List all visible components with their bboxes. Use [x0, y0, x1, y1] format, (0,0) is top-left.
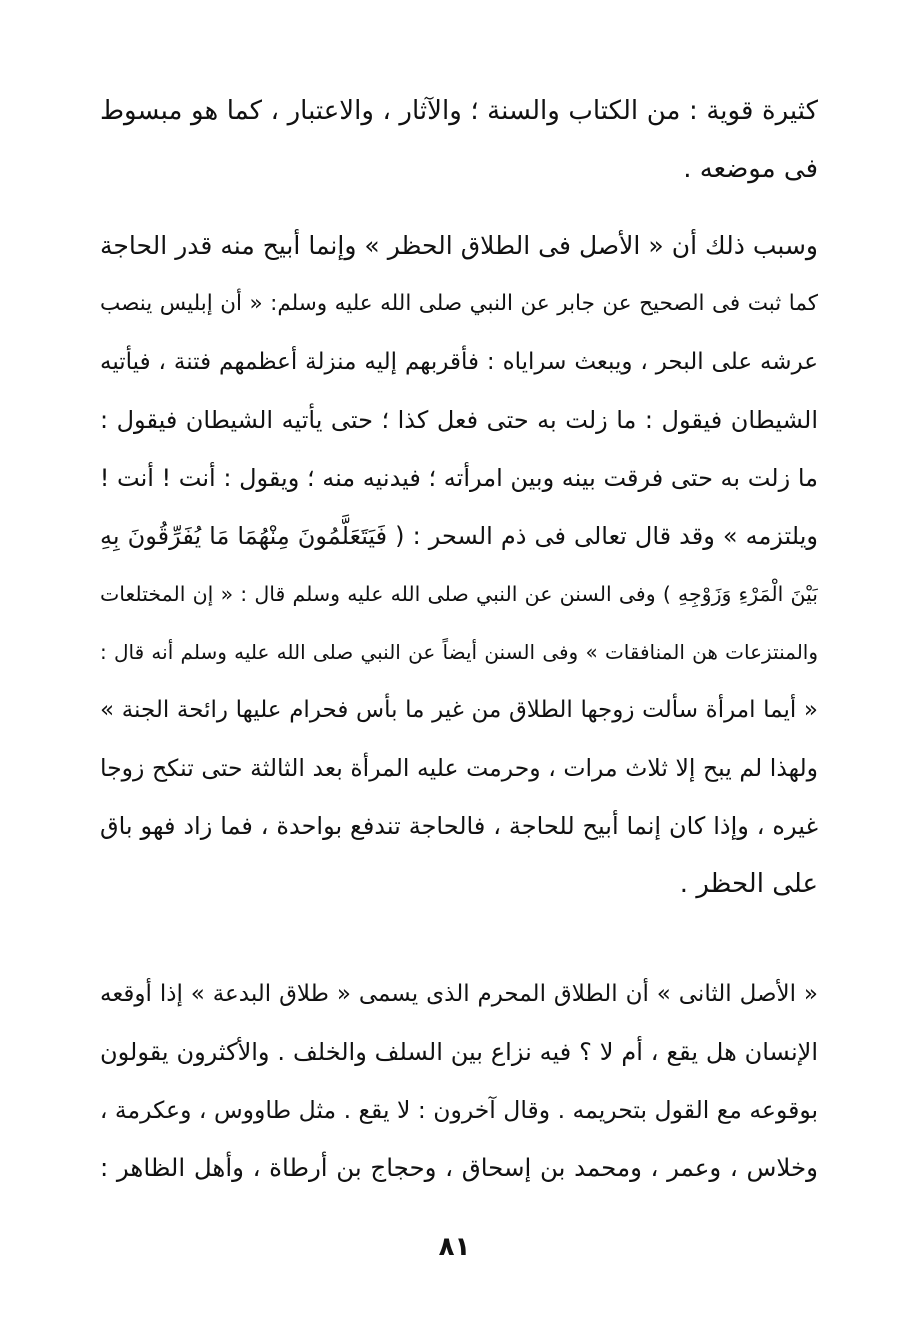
- text-line: ولهذا لم يبح إلا ثلاث مرات ، وحرمت عليه المرأة بعد الثالثة حتى تنكح زوجا: [100, 754, 818, 782]
- text-line: والمنتزعات هن المنافقات » وفى السنن أيضاً عن النبي صلى الله عليه وسلم أنه قال :: [100, 640, 818, 664]
- text-line: فى موضعه .: [683, 154, 818, 184]
- page-number: ٨١: [438, 1232, 471, 1262]
- text-line: عرشه على البحر ، ويبعث سراياه : فأقربهم إليه منزلة أعظمهم فتنة ، فيأتيه: [100, 349, 818, 375]
- text-line: غيره ، وإذا كان إنما أبيح للحاجة ، فالحاجة تندفع بواحدة ، فما زاد فهو باق: [100, 812, 818, 840]
- quran-verse-line: ويلتزمه » وقد قال تعالى فى ذم السحر : ( فَيَتَعَلَّمُونَ مِنْهُمَا مَا يُفَرِّقُونَ بِهِ: [100, 522, 818, 550]
- text-line: الشيطان فيقول : ما زلت به حتى فعل كذا ؛ حتى يأتيه الشيطان فيقول :: [100, 406, 818, 434]
- text-line: وسبب ذلك أن « الأصل فى الطلاق الحظر » وإنما أبيح منه قدر الحاجة: [100, 231, 818, 260]
- paragraph-2: [100, 217, 818, 913]
- text-line: ما زلت به حتى فرقت بينه وبين امرأته ؛ فيدنيه منه ؛ ويقول : أنت ! أنت !: [100, 464, 818, 492]
- quran-verse-line: بَيْنَ الْمَرْءِ وَزَوْجِهِ ) وفى السنن عن النبي صلى الله عليه وسلم قال : « إن المختلعات: [100, 582, 818, 606]
- text-line: وخلاس ، وعمر ، ومحمد بن إسحاق ، وحجاج بن أرطاة ، وأهل الظاهر :: [100, 1153, 818, 1182]
- text-line: على الحظر .: [679, 869, 818, 899]
- paragraph-1: [100, 82, 818, 198]
- text-line: بوقوعه مع القول بتحريمه . وقال آخرون : لا يقع . مثل طاووس ، وعكرمة ،: [100, 1096, 818, 1124]
- text-line: كما ثبت فى الصحيح عن جابر عن النبي صلى الله عليه وسلم: « أن إبليس ينصب: [100, 291, 818, 316]
- text-line: « أيما امرأة سألت زوجها الطلاق من غير ما بأس فحرام عليها رائحة الجنة »: [100, 697, 818, 723]
- text-line: الإنسان هل يقع ، أم لا ؟ فيه نزاع بين السلف والخلف . والأكثرون يقولون: [100, 1038, 818, 1066]
- text-line: « الأصل الثانى » أن الطلاق المحرم الذى يسمى « طلاق البدعة » إذا أوقعه: [100, 981, 818, 1007]
- text-line: كثيرة قوية : من الكتاب والسنة ؛ والآثار ، والاعتبار ، كما هو مبسوط: [100, 96, 818, 126]
- paragraph-3: [100, 965, 818, 1197]
